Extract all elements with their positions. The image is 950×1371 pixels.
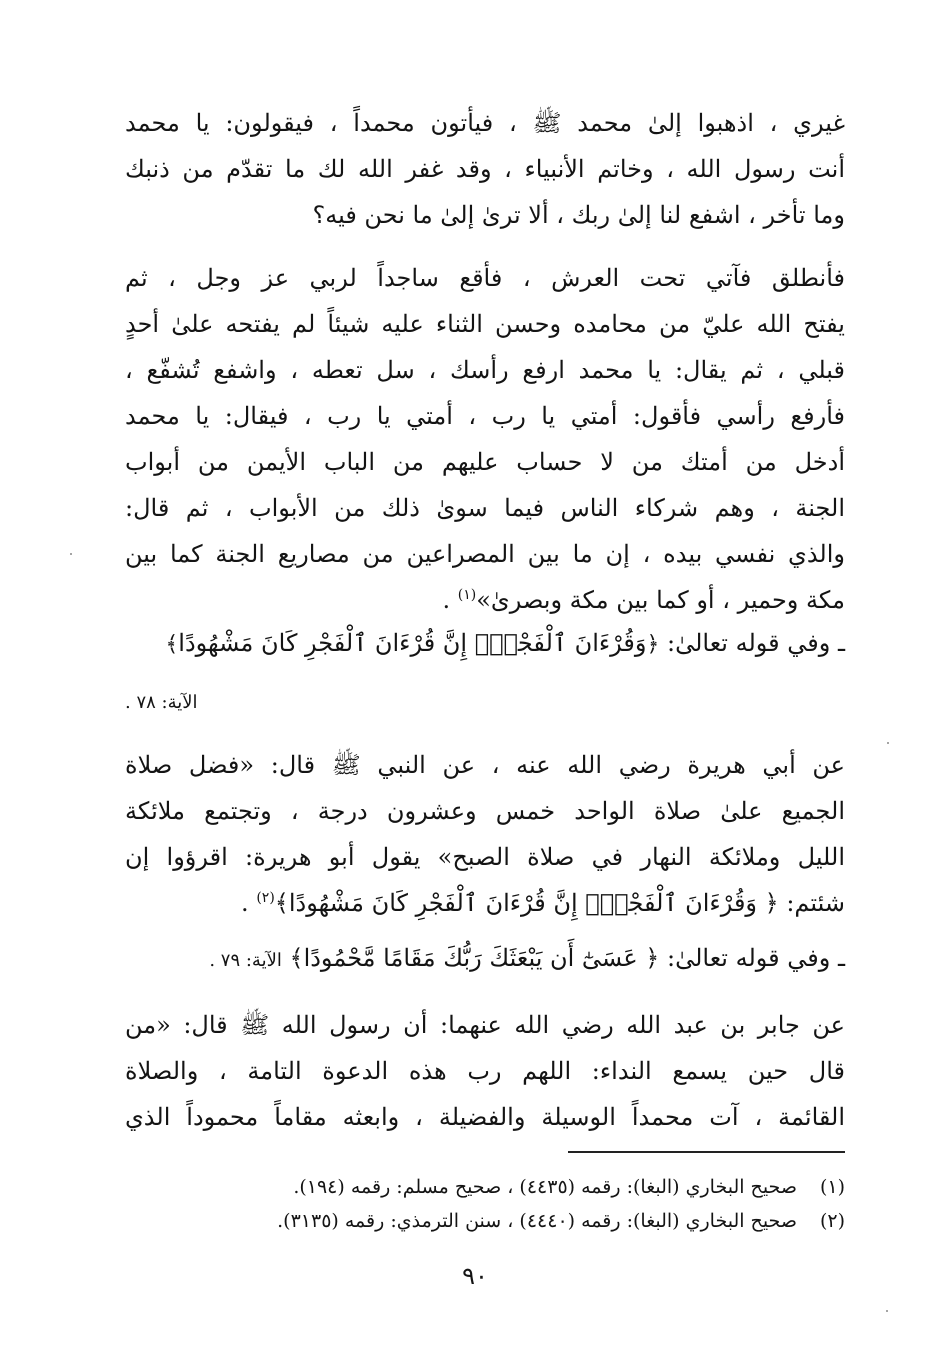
ornate-bracket-close: ﴾	[165, 632, 179, 657]
text-line: عن أبي هريرة رضي الله عنه ، عن النبي ﷺ قال: «فضل صلاة	[125, 751, 845, 779]
text-line-content: مكة وحمير ، أو كما بين مكة وبصرىٰ»	[476, 586, 845, 614]
text-line: القائمة ، آت محمداً الوسيلة والفضيلة ، وابعثه مقاماً محموداً الذي	[125, 1103, 845, 1131]
text-line: الجنة ، وهم شركاء الناس فيما سوىٰ ذلك من الأبواب ، ثم قال:	[125, 494, 845, 522]
verse-heading-2	[125, 935, 845, 981]
verse-line	[125, 935, 845, 981]
text-line: الجميع علىٰ صلاة الواحد خمس وعشرون درجة ، وتجتمع ملائكة	[125, 797, 845, 825]
paragraph-1	[125, 100, 845, 238]
footnotes	[190, 1170, 845, 1238]
text-line: أنت رسول الله ، وخاتم الأنبياء ، وقد غفر الله لك ما تقدّم من ذنبك	[125, 155, 845, 183]
text-line: وما تأخر ، اشفع لنا إلىٰ ربك ، ألا ترىٰ إلىٰ ما نحن فيه؟	[312, 201, 845, 229]
text-line-last	[125, 577, 845, 623]
page-number: ٩٠	[462, 1262, 488, 1290]
text-line: قال حين يسمع النداء: اللهم رب هذه الدعوة التامة ، والصلاة	[125, 1057, 845, 1085]
text-line: عن جابر بن عبد الله رضي الله عنهما: أن رسول الله ﷺ قال: «من	[125, 1011, 845, 1039]
text-line: الليل وملائكة النهار في صلاة الصبح» يقول أبو هريرة: اقرؤوا إن	[125, 843, 845, 871]
text-line: أدخل من أمتك من لا حساب عليهم من الباب الأيمن من أبواب	[125, 448, 845, 476]
quran-verse-text: وَقُرْءَانَ ٱلْفَجْرِۖ إِنَّ قُرْءَانَ ٱلْفَجْرِ كَانَ مَشْهُودًا	[178, 629, 647, 657]
footnote-number: (٢)	[819, 1210, 845, 1232]
footnote-2	[190, 1204, 845, 1238]
text-line: قبلي ، ثم يقال: يا محمد ارفع رأسك ، سل تعطه ، واشفع تُشفّع ،	[125, 356, 845, 384]
footnote-text: صحيح البخاري (البغا): رقمه (٤٤٤٠) ، سنن الترمذي: رقمه (٣١٣٥).	[277, 1210, 797, 1232]
scan-speck	[886, 1310, 888, 1312]
footnote-text: صحيح البخاري (البغا): رقمه (٤٤٣٥) ، صحيح مسلم: رقمه (١٩٤).	[293, 1176, 797, 1198]
sentence-end: .	[241, 889, 249, 917]
verse-intro: ـ وفي قوله تعالىٰ:	[666, 944, 845, 972]
scan-speck	[70, 553, 72, 555]
verse-line	[125, 620, 845, 666]
footnote-separator	[568, 1151, 845, 1153]
text-line: غيري ، اذهبوا إلىٰ محمد ﷺ ، فيأتون محمداً ، فيقولون: يا محمد	[125, 109, 845, 137]
sentence-end: .	[442, 586, 451, 614]
paragraph-3	[125, 742, 845, 926]
quran-verse-text: ﴿ عَسَىٰٓ أَن يَبْعَثَكَ رَبُّكَ مَقَامًا مَّحْمُودًا﴾	[289, 944, 660, 972]
footnote-ref-1[interactable]: (١)	[457, 587, 477, 603]
verse-intro: ـ وفي قوله تعالىٰ:	[666, 629, 845, 657]
text-line-intro: شئتم:	[786, 889, 845, 917]
text-line: والذي نفسي بيده ، إن ما بين المصراعين من مصاريع الجنة كما بين	[125, 540, 845, 568]
verse-reference-2: الآية: ٧٩ .	[209, 950, 282, 971]
quran-verse-text: ﴿ وَقُرْءَانَ ٱلْفَجْرِۖ إِنَّ قُرْءَانَ ٱلْفَجْرِ كَانَ مَشْهُودًا﴾	[274, 889, 779, 917]
scan-speck	[887, 742, 889, 744]
text-line: فأرفع رأسي فأقول: أمتي يا رب ، أمتي يا رب ، فيقال: يا محمد	[125, 402, 845, 430]
text-line: يفتح الله عليّ من محامده وحسن الثناء عليه شيئاً لم يفتحه علىٰ أحدٍ	[125, 310, 845, 338]
text-line: فأنطلق فآتي تحت العرش ، فأقع ساجداً لربي عز وجل ، ثم	[125, 264, 846, 292]
verse-reference-1: الآية: ٧٨ .	[125, 692, 198, 713]
footnote-ref-2[interactable]: (٢)	[256, 890, 275, 906]
footnote-number: (١)	[819, 1176, 845, 1198]
verse-heading-1	[125, 620, 845, 666]
ornate-bracket-open: ﴿	[646, 632, 660, 657]
footnote-1	[190, 1170, 845, 1204]
paragraph-4	[125, 1002, 845, 1140]
text-line-last	[125, 880, 845, 926]
paragraph-2	[125, 255, 845, 623]
